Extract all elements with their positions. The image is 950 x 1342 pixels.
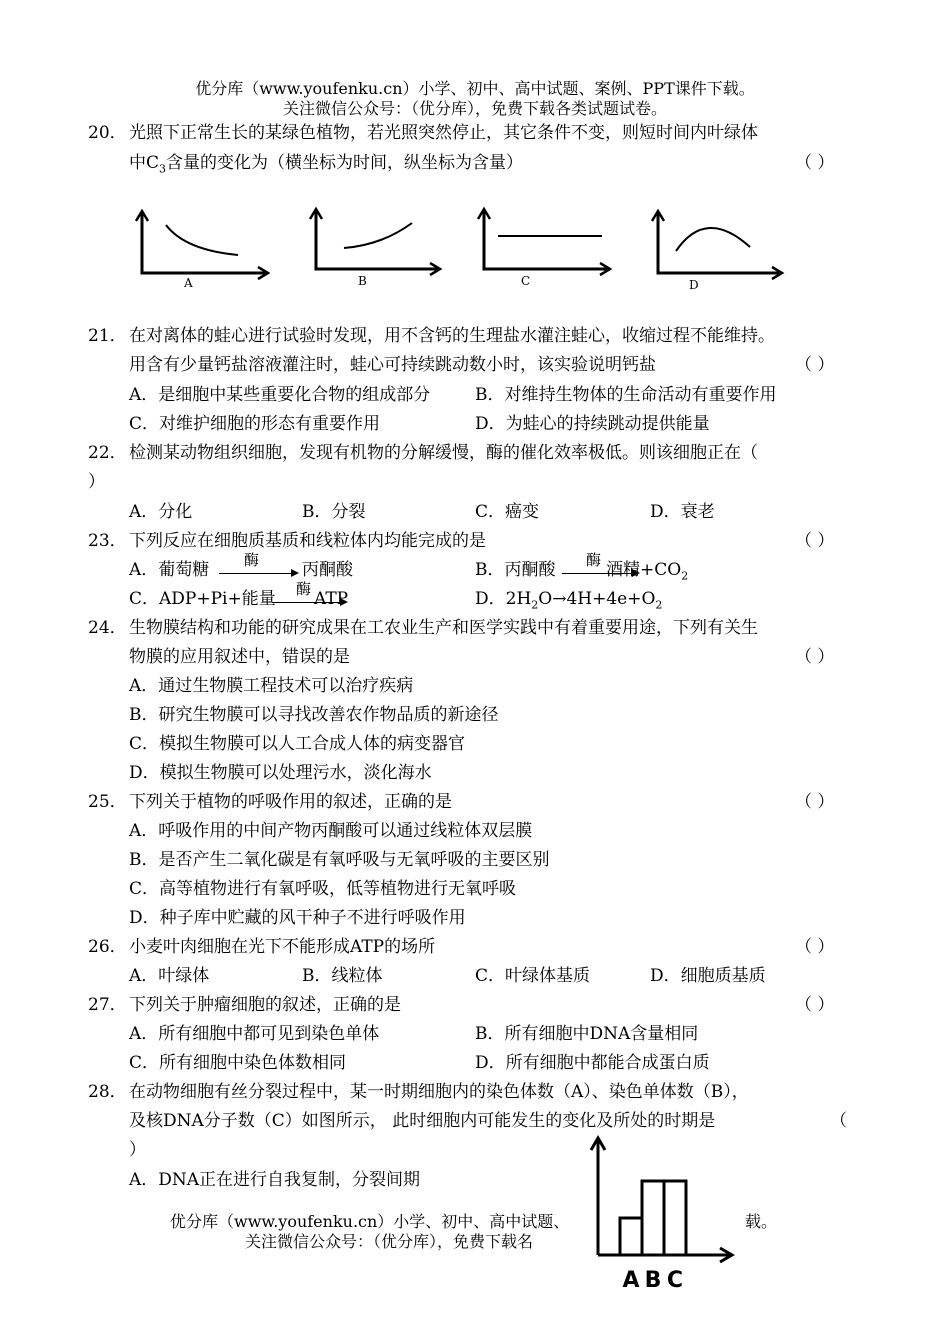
- q25-option-a: A．呼吸作用的中间产物丙酮酸可以通过线粒体双层膜: [129, 821, 533, 841]
- q22-option-a: A．分化: [129, 502, 193, 522]
- q20-line-1: 光照下正常生长的某绿色植物，若光照突然停止，其它条件不变，则短时间内叶绿体: [129, 123, 758, 143]
- q21-option-c: C．对维护细胞的形态有重要作用: [129, 414, 381, 434]
- q25-option-c: C．高等植物进行有氧呼吸，低等植物进行无氧呼吸: [129, 879, 517, 899]
- q20-graph-c-label: C: [521, 274, 531, 288]
- q27-answer-paren: （ ）: [795, 995, 835, 1015]
- header-line-1: 优分库（www.youfenku.cn）小学、初中、高中试题、案例、PPT课件下载。: [195, 79, 755, 98]
- q25-answer-paren: （ ）: [795, 792, 835, 812]
- q20-answer-paren: （ ）: [795, 153, 835, 173]
- q26-option-a: A．叶绿体: [129, 966, 210, 986]
- q21-line-2: 用含有少量钙盐溶液灌注时，蛙心可持续跳动数小时，该实验说明钙盐: [129, 355, 656, 375]
- q21-option-d: D．为蛙心的持续跳动提供能量: [475, 414, 710, 434]
- q28-line-1: 在动物细胞有丝分裂过程中，某一时期细胞内的染色体数（A）、染色单体数（B），: [129, 1082, 749, 1102]
- bar-label-A: A: [622, 1268, 640, 1293]
- header-line-2: 关注微信公众号：（优分库），免费下载各类试题试卷。: [282, 99, 667, 118]
- q23-option-a-arrow: [219, 573, 297, 574]
- q24-option-c: C．模拟生物膜可以人工合成人体的病变器官: [129, 734, 466, 754]
- q20-graph-c: [470, 203, 615, 298]
- q20-number: 20．: [88, 123, 127, 143]
- bar-label-B: B: [644, 1268, 662, 1293]
- q23-option-a-enzyme: 酶: [244, 551, 260, 569]
- q26-line-1: 小麦叶肉细胞在光下不能形成ATP的场所: [129, 937, 436, 957]
- q21-line-1: 在对离体的蛙心进行试验时发现，用不含钙的生理盐水灌注蛙心，收缩过程不能维持。: [129, 326, 775, 346]
- q23-option-a-right: 丙酮酸: [302, 560, 353, 580]
- q20-line-2: 中$C_3$含量的变化为（横坐标为时间，纵坐标为含量）: [129, 153, 524, 176]
- q22-option-d: D．衰老: [650, 502, 715, 522]
- q20-graph-b: [302, 203, 447, 298]
- q25-number: 25．: [88, 792, 127, 812]
- bar-C: [664, 1181, 686, 1255]
- q23-option-b-right: 酒精$+CO_2$: [606, 560, 689, 583]
- q23-number: 23．: [88, 531, 127, 551]
- q22-option-c: C．癌变: [475, 502, 540, 522]
- q20-graph-d: [646, 205, 791, 300]
- q27-option-c: C．所有细胞中染色体数相同: [129, 1053, 347, 1073]
- q23-option-c-right: ATP: [314, 589, 349, 609]
- q22-number: 22．: [88, 443, 127, 463]
- q21-option-a: A．是细胞中某些重要化合物的组成部分: [129, 385, 431, 405]
- q20-graph-b-label: B: [358, 274, 367, 288]
- q24-line-2: 物膜的应用叙述中，错误的是: [129, 647, 350, 667]
- q25-line-1: 下列关于植物的呼吸作用的叙述，正确的是: [129, 792, 452, 812]
- q27-option-b: B．所有细胞中DNA含量相同: [475, 1024, 699, 1044]
- footer-line-1-left: 优分库（www.youfenku.cn）小学、初中、高中试题、: [170, 1212, 570, 1231]
- q26-option-b: B．线粒体: [302, 966, 383, 986]
- q24-option-d: D．模拟生物膜可以处理污水，淡化海水: [129, 763, 432, 783]
- q27-line-1: 下列关于肿瘤细胞的叙述，正确的是: [129, 995, 401, 1015]
- q28-bar-chart: [580, 1135, 740, 1295]
- q28-answer-paren-close: ）: [129, 1140, 146, 1160]
- q21-option-b: B．对维持生物体的生命活动有重要作用: [475, 385, 777, 405]
- q23-option-a-left: A．葡萄糖: [129, 560, 210, 580]
- q23-line-1: 下列反应在细胞质基质和线粒体内均能完成的是: [129, 531, 486, 551]
- q23-option-b-left: B．丙酮酸: [475, 560, 556, 580]
- q22-line-1: 检测某动物组织细胞，发现有机物的分解缓慢，酶的催化效率极低。则该细胞正在（: [129, 443, 758, 463]
- q20-graph-d-label: D: [689, 278, 699, 292]
- q28-option-a: A．DNA正在进行自我复制，分裂间期: [129, 1170, 421, 1190]
- q25-option-b: B．是否产生二氧化碳是有氧呼吸与无氧呼吸的主要区别: [129, 850, 550, 870]
- q24-answer-paren: （ ）: [795, 647, 835, 667]
- q24-number: 24．: [88, 618, 127, 638]
- q27-option-a: A．所有细胞中都可见到染色单体: [129, 1024, 380, 1044]
- q26-option-c: C．叶绿体基质: [475, 966, 591, 986]
- q23-option-d: D．$2H_2O\to 4H+4e+O_2$: [475, 589, 663, 612]
- q26-answer-paren: （ ）: [795, 937, 835, 957]
- bar-label-C: C: [666, 1268, 684, 1293]
- q23-answer-paren: （ ）: [795, 531, 835, 551]
- q28-number: 28．: [88, 1082, 127, 1102]
- q28-line-2: 及核DNA分子数（C）如图所示， 此时细胞内可能发生的变化及所处的时期是: [129, 1111, 716, 1131]
- footer-line-1-right: 载。: [745, 1212, 778, 1231]
- q26-number: 26．: [88, 937, 127, 957]
- q26-option-d: D．细胞质基质: [650, 966, 766, 986]
- q22-line-2: ）: [88, 472, 105, 492]
- q23-option-c-enzyme: 酶: [296, 580, 312, 598]
- footer-line-2: 关注微信公众号：（优分库），免费下载名: [245, 1232, 534, 1251]
- q27-option-d: D．所有细胞中都能合成蛋白质: [475, 1053, 710, 1073]
- q24-option-b: B．研究生物膜可以寻找改善农作物品质的新途径: [129, 705, 499, 725]
- q23-option-b-enzyme: 酶: [586, 551, 602, 569]
- q23-option-c-left: C．ADP+Pi+能量: [129, 589, 276, 609]
- q20-graph-a-label: A: [184, 276, 193, 290]
- q27-number: 27．: [88, 995, 127, 1015]
- q20-graph-a: [130, 205, 275, 300]
- q24-line-1: 生物膜结构和功能的研究成果在工农业生产和医学实践中有着重要用途，下列有关生: [129, 618, 758, 638]
- q24-option-a: A．通过生物膜工程技术可以治疗疾病: [129, 676, 414, 696]
- q22-option-b: B．分裂: [302, 502, 366, 522]
- bar-A: [620, 1218, 642, 1255]
- bar-B: [642, 1181, 664, 1255]
- q21-answer-paren: （ ）: [795, 355, 835, 375]
- q28-answer-paren-open: （: [830, 1111, 847, 1131]
- q21-number: 21．: [88, 326, 127, 346]
- q25-option-d: D．种子库中贮藏的风干种子不进行呼吸作用: [129, 908, 466, 928]
